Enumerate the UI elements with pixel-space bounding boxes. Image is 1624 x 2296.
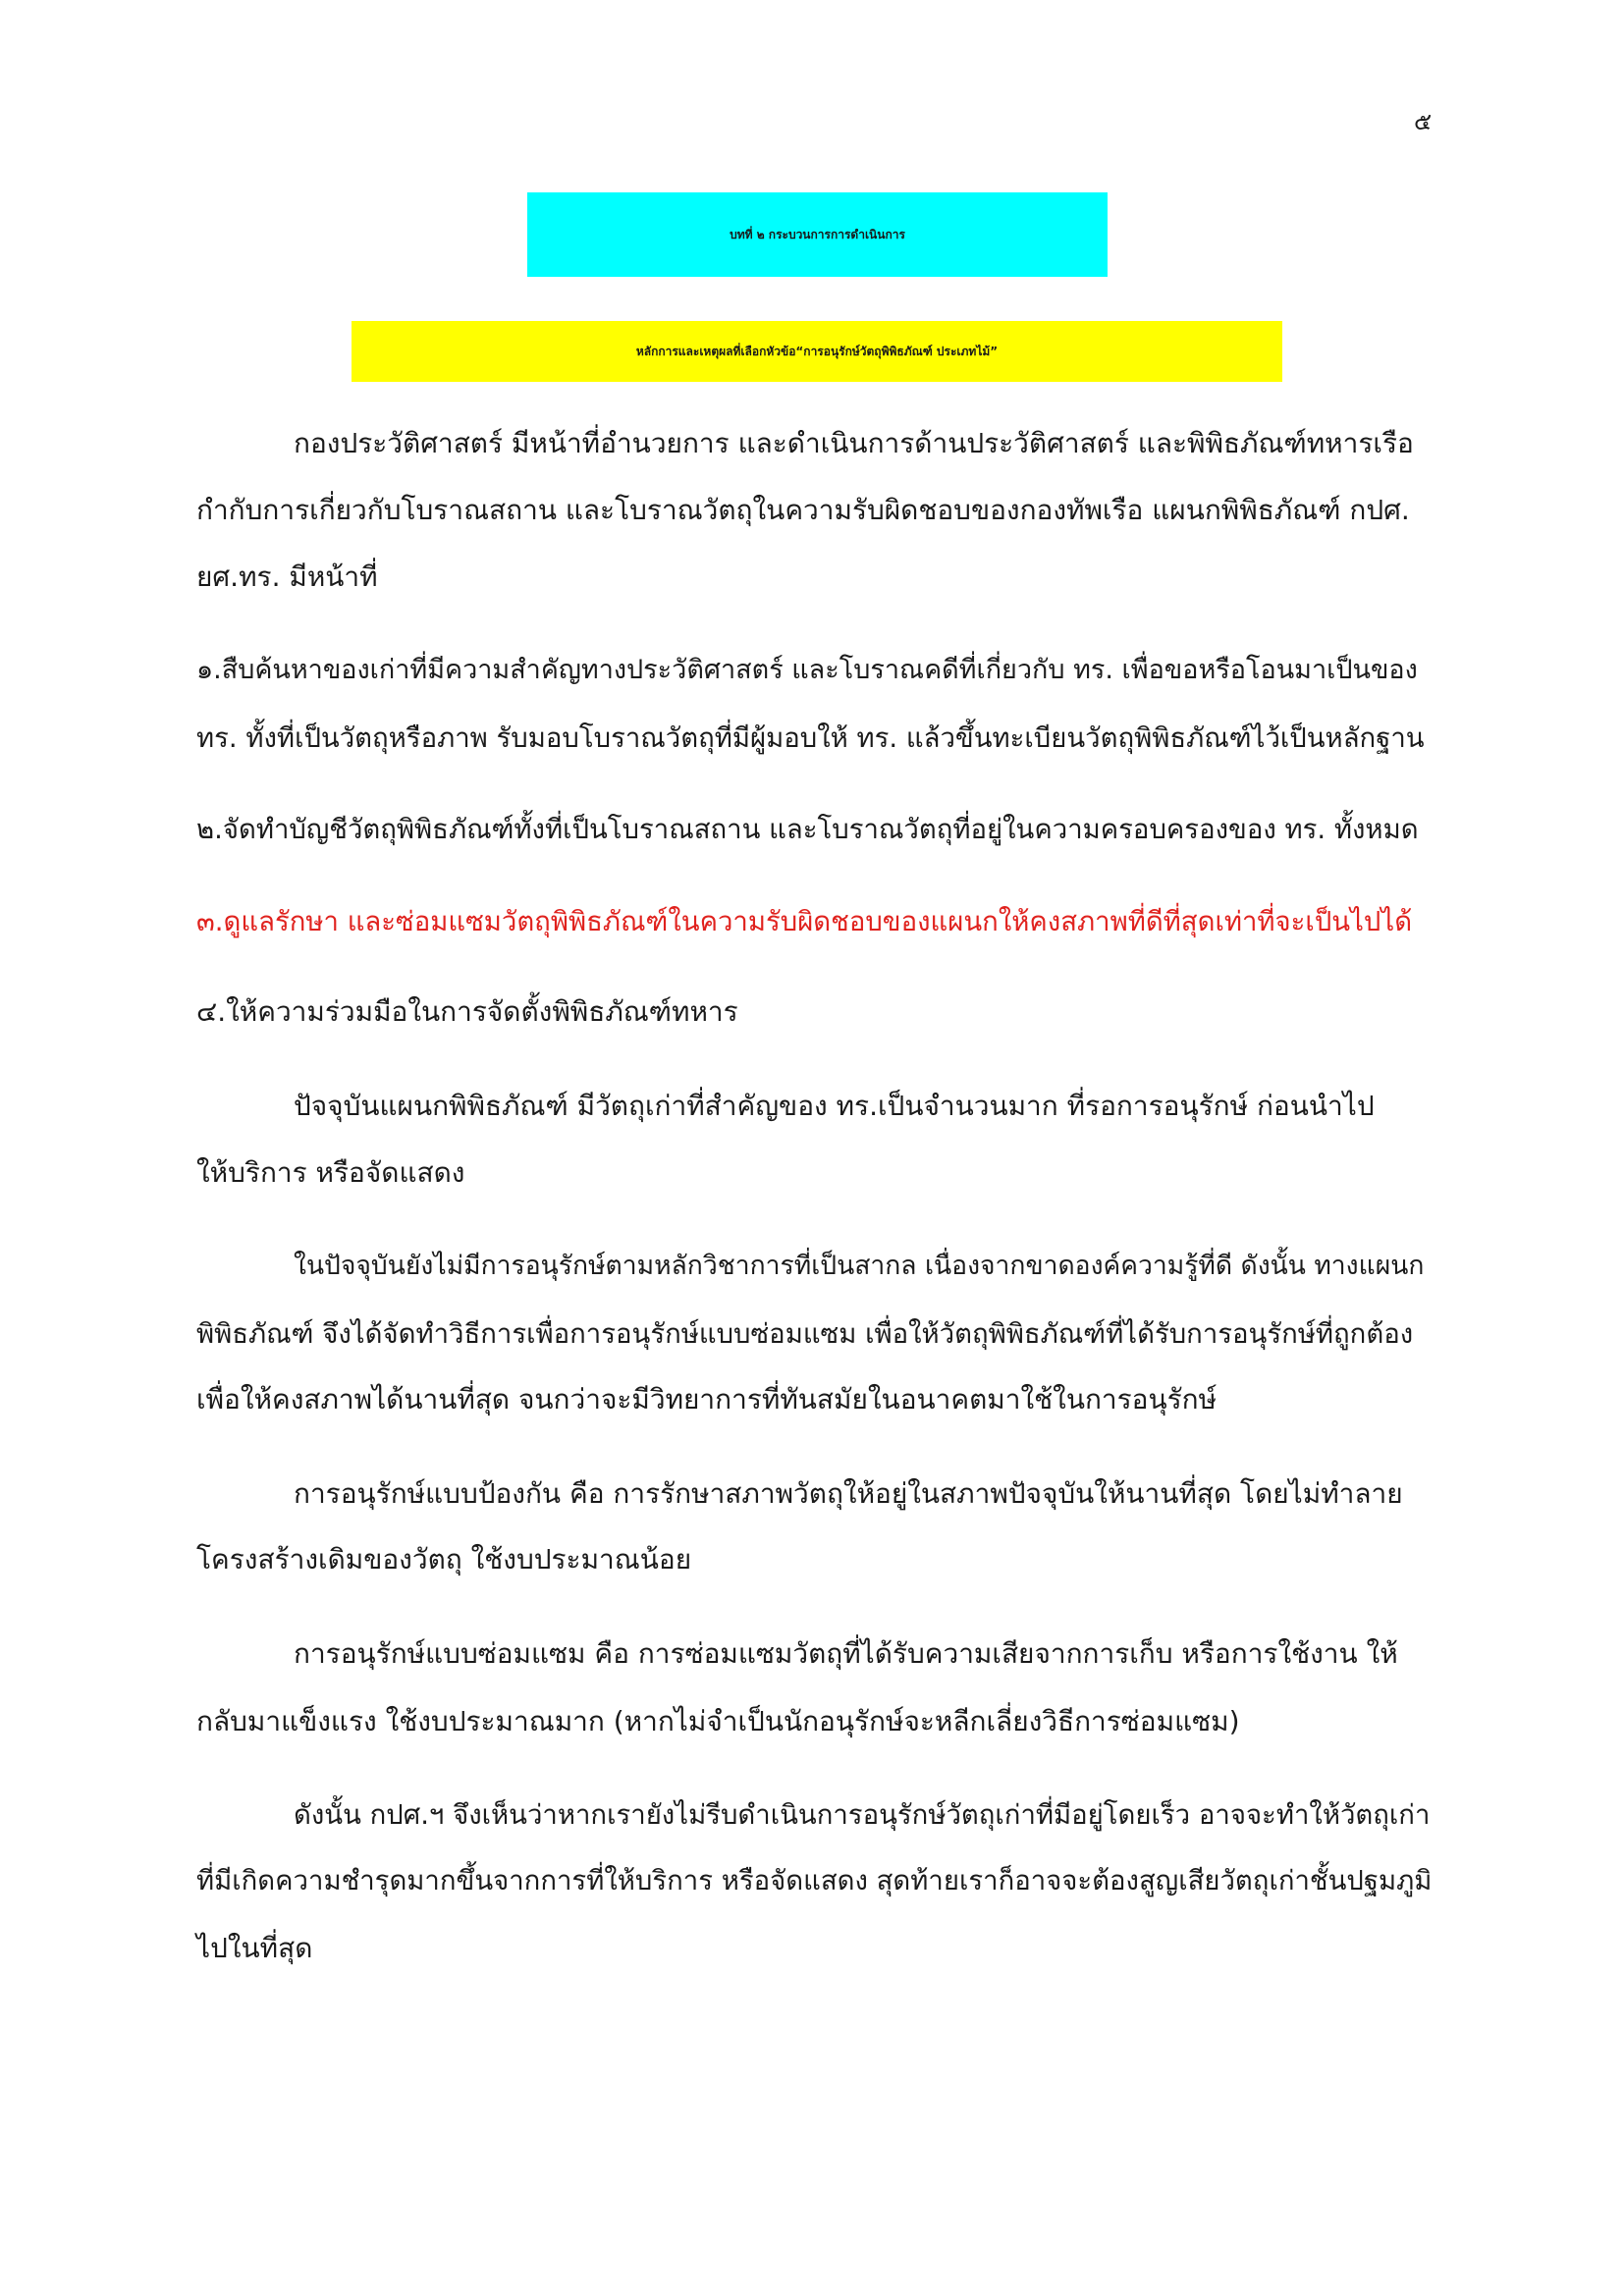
paragraph-2-line-2: ให้บริการ หรือจัดแสดง	[196, 1156, 465, 1189]
list-item-3: ๓.ดูแลรักษา และซ่อมแซมวัตถุพิพิธภัณฑ์ในความรับผิดชอบของแผนกให้คงสภาพที่ดีที่สุดเท่าที่จะเป็นไปได้	[196, 906, 1413, 937]
paragraph-1-line-2: กำกับการเกี่ยวกับโบราณสถาน และโบราณวัตถุในความรับผิดชอบของกองทัพเรือ แผนกพิพิธภัณฑ์ กปศ.	[196, 494, 1410, 526]
paragraph-6-line-3: ไปในที่สุด	[196, 1932, 313, 1964]
paragraph-2-line-1: ปัจจุบันแผนกพิพิธภัณฑ์ มีวัตถุเก่าที่สำคัญของ ทร.เป็นจำนวนมาก ที่รอการอนุรักษ์ ก่อนนำไป	[294, 1090, 1375, 1122]
list-item-1-line-2: ทร. ทั้งที่เป็นวัตถุหรือภาพ รับมอบโบราณวัตถุที่มีผู้มอบให้ ทร. แล้วขึ้นทะเบียนวัตถุพิพิธภัณฑ์ไว้เป็นหลักฐาน	[196, 722, 1425, 754]
list-item-2: ๒.จัดทำบัญชีวัตถุพิพิธภัณฑ์ทั้งที่เป็นโบราณสถาน และโบราณวัตถุที่อยู่ในความครอบครองของ ทร. ทั้งหมด	[196, 814, 1419, 845]
paragraph-4-line-2: โครงสร้างเดิมของวัตถุ ใช้งบประมาณน้อย	[196, 1543, 692, 1575]
paragraph-1-line-3: ยศ.ทร. มีหน้าที่	[196, 561, 378, 593]
list-item-4: ๔.ให้ความร่วมมือในการจัดตั้งพิพิธภัณฑ์ทหาร	[196, 995, 738, 1028]
paragraph-3-line-2: พิพิธภัณฑ์ จึงได้จัดทำวิธีการเพื่อการอนุรักษ์แบบซ่อมแซม เพื่อให้วัตถุพิพิธภัณฑ์ที่ได้รับการอนุรักษ์ที่ถูกต้อง	[196, 1318, 1414, 1350]
paragraph-3-line-1: ในปัจจุบันยังไม่มีการอนุรักษ์ตามหลักวิชาการที่เป็นสากล เนื่องจากขาดองค์ความรู้ที่ดี ดังนั้น ทางแผนก	[294, 1251, 1425, 1281]
list-item-1-line-1: ๑.สืบค้นหาของเก่าที่มีความสำคัญทางประวัติศาสตร์ และโบราณคดีที่เกี่ยวกับ ทร. เพื่อขอหรือโอนมาเป็นของ	[196, 655, 1418, 685]
paragraph-4-line-1: การอนุรักษ์แบบป้องกัน คือ การรักษาสภาพวัตถุให้อยู่ในสภาพปัจจุบันให้นานที่สุด โดยไม่ทำลาย	[294, 1477, 1403, 1510]
paragraph-5-line-2: กลับมาแข็งแรง ใช้งบประมาณมาก (หากไม่จำเป็นนักอนุรักษ์จะหลีกเลี่ยงวิธีการซ่อมแซม)	[196, 1705, 1240, 1737]
page-number: ๕	[1414, 108, 1433, 135]
paragraph-5-line-1: การอนุรักษ์แบบซ่อมแซม คือ การซ่อมแซมวัตถุที่ได้รับความเสียจากการเก็บ หรือการใช้งาน ให้	[294, 1637, 1398, 1670]
paragraph-6-line-1: ดังนั้น กปศ.ฯ จึงเห็นว่าหากเรายังไม่รีบดำเนินการอนุรักษ์วัตถุเก่าที่มีอยู่โดยเร็ว อาจจะทำให้วัตถุเก่า	[294, 1799, 1431, 1831]
paragraph-3-line-3: เพื่อให้คงสภาพได้นานที่สุด จนกว่าจะมีวิทยาการที่ทันสมัยในอนาคตมาใช้ในการอนุรักษ์	[196, 1383, 1218, 1415]
paragraph-6-line-2: ที่มีเกิดความชำรุดมากขึ้นจากการที่ให้บริการ หรือจัดแสดง สุดท้ายเราก็อาจจะต้องสูญเสียวัตถุเก่าชั้นปฐมภูมิ	[196, 1865, 1433, 1896]
section-subtitle: หลักการและเหตุผลที่เลือกหัวข้อ“การอนุรักษ์วัตถุพิพิธภัณฑ์ ประเภทไม้”	[352, 321, 1282, 382]
paragraph-1-line-1: กองประวัติศาสตร์ มีหน้าที่อำนวยการ และดำเนินการด้านประวัติศาสตร์ และพิพิธภัณฑ์ทหารเรือ	[294, 427, 1414, 459]
chapter-title: บทที่ ๒ กระบวนการการดำเนินการ	[527, 192, 1108, 277]
